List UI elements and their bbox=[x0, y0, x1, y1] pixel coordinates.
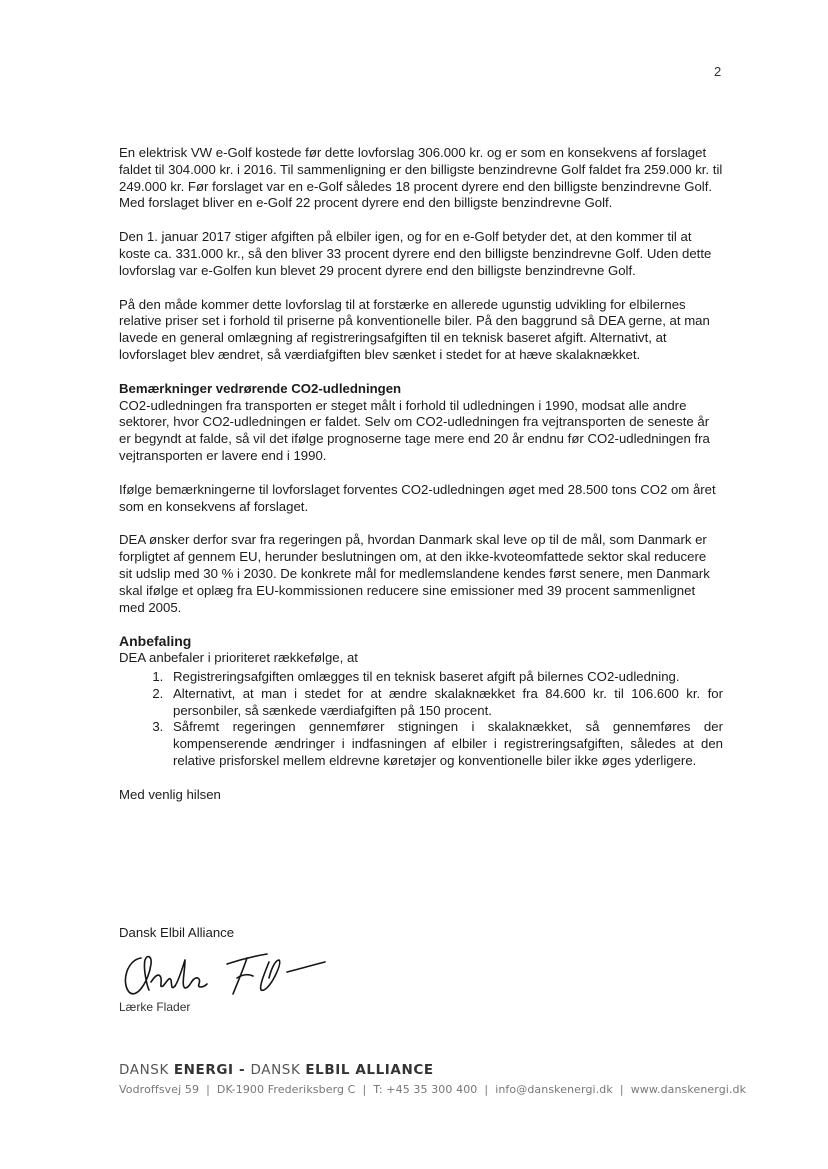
paragraph-egolf-price: En elektrisk VW e-Golf kostede før dette lovforslag 306.000 kr. og er som en konsekvens af forslaget faldet til 304.000 kr. i 2016. Til sammenligning er den billigste benzindrevne Golf faldet fra 259.000 kr. til 249.000 kr. Før forslaget var en e-Golf således 18 procent dyrere end den billigste benzindrevne Golf. Med forslaget bliver en e-Golf 22 procent dyrere end den billigste benzindrevne Golf. bbox=[119, 145, 723, 211]
footer-separator: | bbox=[362, 1083, 367, 1096]
brand-dansk-1: DANSK bbox=[119, 1062, 169, 1078]
signature-organization: Dansk Elbil Alliance bbox=[119, 925, 235, 940]
footer-separator: | bbox=[206, 1083, 210, 1096]
signatory-name: Lærke Flader bbox=[119, 1000, 191, 1014]
brand-elbil-alliance: ELBIL ALLIANCE bbox=[305, 1062, 434, 1078]
footer-address: Vodroffsvej 59 bbox=[119, 1083, 200, 1096]
footer-phone: T: +45 35 300 400 bbox=[373, 1083, 478, 1096]
paragraph-co2-transport: CO2-udledningen fra transporten er steget målt i forhold til udledningen i 1990, modsat alle andre sektorer, hvor CO2-udledningen er faldet. Selv om CO2-udledningen fra vejtransporten de seneste år er begyndt at falde, så vil det ifølge prognoserne tage mere end 20 år endnu før CO2-udledningen fra vejtransporten er lavere end i 1990. bbox=[119, 397, 710, 463]
footer-contact bbox=[119, 1083, 759, 1096]
recommendation-item: 1. Registreringsafgiften omlægges til en teknisk baseret afgift på bilernes CO2-udledning. bbox=[167, 669, 723, 686]
recommendation-item: 2. Alternativt, at man i stedet for at ændre skalaknækket fra 84.600 kr. til 106.600 kr. for personbiler, så sænkede værdiafgiften på 150 procent. bbox=[167, 686, 723, 720]
recommendation-list bbox=[119, 669, 723, 770]
footer-separator: | bbox=[484, 1083, 489, 1096]
brand-dash: - bbox=[233, 1062, 251, 1078]
page-number: 2 bbox=[714, 64, 722, 79]
paragraph-co2-forecast: Ifølge bemærkningerne til lovforslaget forventes CO2-udledningen øget med 28.500 tons CO2 om året som en konsekvens af forslaget. bbox=[119, 481, 716, 514]
handwritten-signature bbox=[119, 942, 339, 1008]
footer-separator: | bbox=[619, 1083, 624, 1096]
footer-city: DK-1900 Frederiksberg C bbox=[216, 1083, 356, 1096]
closing-greeting: Med venlig hilsen bbox=[119, 786, 221, 802]
brand-dansk-2: DANSK bbox=[250, 1062, 301, 1078]
footer-website[interactable]: www.danskenergi.dk bbox=[630, 1083, 747, 1096]
brand-energi: ENERGI bbox=[173, 1062, 234, 1078]
paragraph-2017-tax: Den 1. januar 2017 stiger afgiften på elbiler igen, og for en e-Golf betyder det, at den kommer til at koste ca. 331.000 kr., så den bliver 33 procent dyrere end den billigste benzindrevne Golf. Uden dette lovforslag var e-Golfen kun blevet 29 procent dyrere end den billigste benzindrevne Golf. bbox=[119, 229, 712, 278]
co2-section-heading: Bemærkninger vedrørende CO2-udledningen bbox=[119, 380, 402, 396]
signature-block bbox=[119, 925, 419, 1014]
paragraph-eu-targets: DEA ønsker derfor svar fra regeringen på, hvordan Danmark skal leve op til de mål, som Danmark er forpligtet af gennem EU, herunder beslutningen om, at den ikke-kvoteomfattede sektor skal reducere sit udslip med 30 % i 2030. De konkrete mål for medlemslandene kendes først senere, men Danmark skal ifølge et oplæg fra EU-kommissionen reducere sine emissioner med 39 procent sammenlignet med 2005. bbox=[119, 532, 710, 615]
footer-email[interactable]: info@danskenergi.dk bbox=[495, 1083, 613, 1096]
footer-brand bbox=[119, 1062, 759, 1078]
recommendation-heading: Anbefaling bbox=[119, 633, 192, 650]
letterhead-footer bbox=[119, 1062, 759, 1096]
recommendation-item: 3. Såfremt regeringen gennemfører stigningen i skalaknækket, så gennemføres der kompenserende ændringer i indfasningen af elbiler i registreringsafgiften, således at den relative prisforskel mellem eldrevne køretøjer og konventionelle biler ikke øges yderligere. bbox=[167, 719, 723, 769]
letter-body bbox=[119, 145, 723, 821]
paragraph-recommendation-summary: På den måde kommer dette lovforslag til at forstærke en allerede ugunstig udvikling for elbilernes relative priser set i forhold til priserne på konventionelle biler. På den baggrund så DEA gerne, at man lavede en general omlægning af registreringsafgiften til en teknisk baseret afgift. Alternativt, at lovforslaget blev ændret, så værdiafgiften blev sænket i stedet for at hæve skalaknækket. bbox=[119, 296, 710, 362]
recommendation-intro: DEA anbefaler i prioriteret rækkefølge, at bbox=[119, 650, 358, 666]
